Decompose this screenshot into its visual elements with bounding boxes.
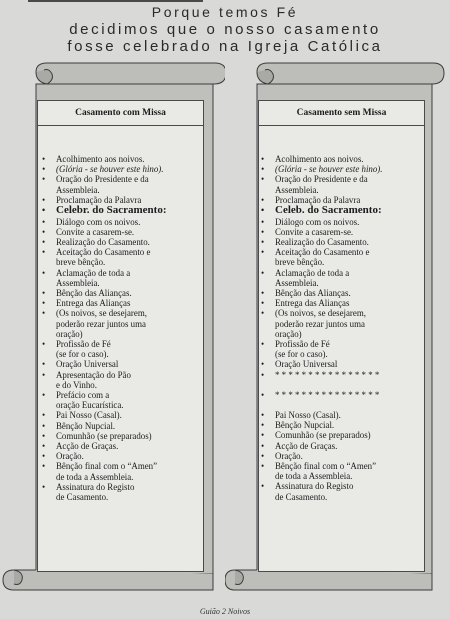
list-item: • Pai Nosso (Casal). — [44, 410, 167, 420]
list-item: • Aclamação de toda a Assembleia. — [44, 268, 167, 288]
list-item: • Apresentação do Pão e do Vinho. — [44, 370, 167, 390]
list-item: • Prefácio com a oração Eucarística. — [44, 390, 167, 410]
list-item: • Bênção das Alianças. — [263, 288, 382, 298]
panel-divider-right — [259, 125, 424, 126]
list-item: • Diálogo com os noivos. — [263, 217, 382, 227]
list-item: • Oração Universal — [263, 359, 382, 369]
list-item — [263, 380, 382, 390]
list-item: • Diálogo com os noivos. — [44, 217, 167, 227]
panel-title-right: Casamento sem Missa — [296, 108, 387, 118]
list-item: • Acolhimento aos noivos. — [44, 154, 167, 164]
list-item: • Aceitação do Casamento e breve bênção. — [263, 247, 382, 267]
list-item: • (Glória - se houver este hino). — [44, 164, 167, 174]
list-item: • Bênção Nupcial. — [263, 420, 382, 430]
footer-caption: Guião 2 Noivos — [199, 607, 251, 616]
list-item: • Aceitação do Casamento e breve bênção. — [44, 247, 167, 267]
heading-line-3: fosse celebrado na Igreja Católica — [67, 38, 383, 55]
panel-title-left: Casamento com Missa — [75, 108, 166, 118]
list-item: • Realização do Casamento. — [263, 237, 382, 247]
order-list-right — [263, 154, 382, 502]
list-item: • Celeb. do Sacramento: — [263, 205, 382, 217]
list-item: • Oração Universal — [44, 359, 167, 369]
list-item: • Proclamação da Palavra — [44, 195, 167, 205]
list-item: • Comunhão (se preparados) — [44, 431, 167, 441]
list-item: • * * * * * * * * * * * * * * * * — [263, 370, 382, 380]
list-item: • (Os noivos, se desejarem, poderão rezar juntos uma oração) — [44, 308, 167, 339]
list-item: • * * * * * * * * * * * * * * * * — [263, 390, 382, 400]
list-item: • Acção de Graças. — [263, 441, 382, 451]
list-item: • Aclamação de toda a Assembleia. — [263, 268, 382, 288]
list-item: • (Os noivos, se desejarem, poderão rezar juntos uma oração) — [263, 308, 382, 339]
list-item: • Comunhão (se preparados) — [263, 430, 382, 440]
list-item: • Pai Nosso (Casal). — [263, 410, 382, 420]
order-list-left — [44, 154, 167, 502]
content-box-left — [28, 0, 203, 2]
list-item: • Profissão de Fé (se for o caso). — [44, 339, 167, 359]
list-item: • Entrega das Alianças — [44, 298, 167, 308]
list-item: • Acolhimento aos noivos. — [263, 154, 382, 164]
list-item: • Entrega das Alianças — [263, 298, 382, 308]
list-item: • Convite a casarem-se. — [44, 227, 167, 237]
list-item — [263, 400, 382, 410]
list-item: • (Glória - se houver este hino). — [263, 164, 382, 174]
list-item: • Celebr. do Sacramento: — [44, 205, 167, 217]
list-item: • Assinatura do Registo de Casamento. — [44, 482, 167, 502]
list-item: • Bênção final com o “Amen” de toda a Assembleia. — [44, 461, 167, 481]
list-item: • Assinatura do Registo de Casamento. — [263, 481, 382, 501]
list-item: • Convite a casarem-se. — [263, 227, 382, 237]
list-item: • Realização do Casamento. — [44, 237, 167, 247]
list-item: • Oração do Presidente e da Assembleia. — [263, 174, 382, 194]
heading-line-2: decidimos que o nosso casamento — [69, 21, 381, 38]
list-item: • Bênção das Alianças. — [44, 288, 167, 298]
list-item: • Oração. — [263, 451, 382, 461]
list-item: • Oração. — [44, 451, 167, 461]
heading-line-1: Porque temos Fé — [151, 4, 299, 20]
list-item: • Oração do Presidente e da Assembleia. — [44, 174, 167, 194]
list-item: • Profissão de Fé (se for o caso). — [263, 339, 382, 359]
list-item: • Bênção final com o “Amen” de toda a Assembleia. — [263, 461, 382, 481]
list-item: • Proclamação da Palavra — [263, 195, 382, 205]
list-item: • Bênção Nupcial. — [44, 421, 167, 431]
panel-divider-left — [38, 125, 203, 126]
list-item: • Acção de Graças. — [44, 441, 167, 451]
